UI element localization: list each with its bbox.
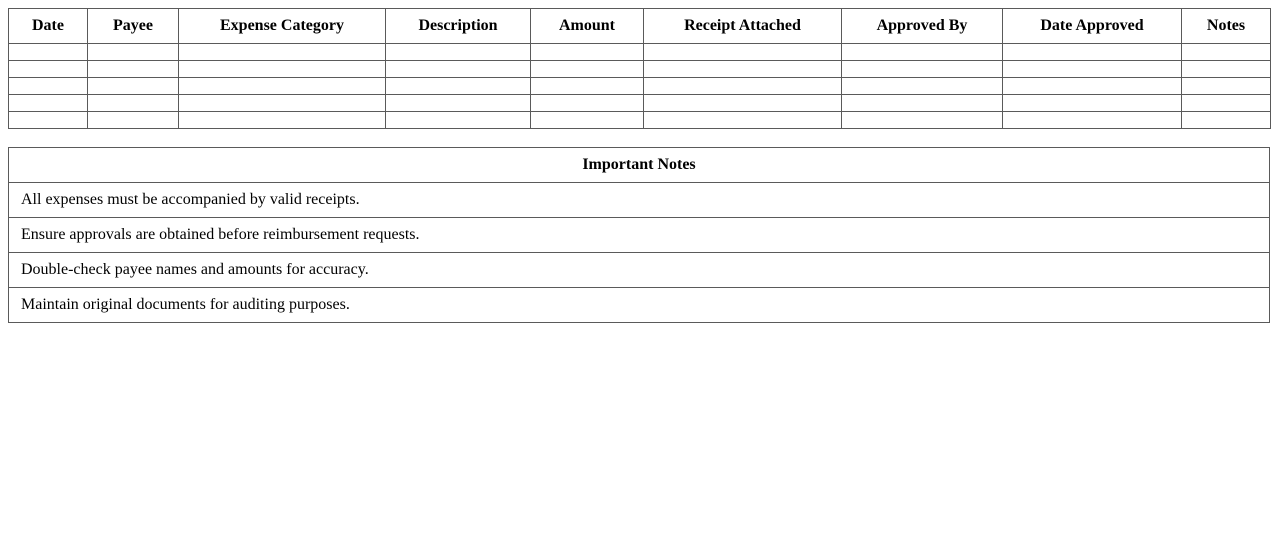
- table-row: [9, 44, 1271, 61]
- table-cell: [9, 61, 88, 78]
- table-cell: [1003, 112, 1182, 129]
- important-notes-table: [8, 147, 1270, 323]
- table-cell: [9, 44, 88, 61]
- table-cell: [179, 44, 386, 61]
- table-cell: [531, 95, 644, 112]
- table-cell: [644, 61, 842, 78]
- table-cell: [842, 61, 1003, 78]
- table-cell: [386, 44, 531, 61]
- table-cell: [386, 78, 531, 95]
- table-row: [9, 112, 1271, 129]
- table-row: [9, 61, 1271, 78]
- list-item: [9, 218, 1270, 253]
- table-cell: [1182, 78, 1271, 95]
- notes-title: Important Notes: [9, 148, 1270, 183]
- table-cell: [1003, 61, 1182, 78]
- table-cell: [386, 95, 531, 112]
- column-header-amount: Amount: [531, 9, 644, 44]
- note-text: Double-check payee names and amounts for accuracy.: [9, 253, 1270, 288]
- table-cell: [1003, 95, 1182, 112]
- list-item: [9, 183, 1270, 218]
- column-header-date: Date: [9, 9, 88, 44]
- table-cell: [179, 61, 386, 78]
- expense-table: [8, 8, 1271, 129]
- table-cell: [179, 78, 386, 95]
- table-cell: [842, 112, 1003, 129]
- table-cell: [179, 95, 386, 112]
- column-header-expense-category: Expense Category: [179, 9, 386, 44]
- table-cell: [1182, 112, 1271, 129]
- note-text: Maintain original documents for auditing purposes.: [9, 288, 1270, 323]
- table-cell: [842, 44, 1003, 61]
- table-row: [9, 95, 1271, 112]
- table-cell: [9, 95, 88, 112]
- table-cell: [88, 95, 179, 112]
- column-header-receipt-attached: Receipt Attached: [644, 9, 842, 44]
- table-row: [9, 78, 1271, 95]
- table-cell: [842, 78, 1003, 95]
- table-cell: [1182, 61, 1271, 78]
- table-cell: [842, 95, 1003, 112]
- note-text: Ensure approvals are obtained before reimbursement requests.: [9, 218, 1270, 253]
- table-cell: [1003, 44, 1182, 61]
- table-cell: [88, 78, 179, 95]
- table-cell: [88, 112, 179, 129]
- note-text: All expenses must be accompanied by valid receipts.: [9, 183, 1270, 218]
- table-cell: [644, 95, 842, 112]
- table-cell: [386, 61, 531, 78]
- list-item: [9, 253, 1270, 288]
- table-cell: [644, 78, 842, 95]
- table-cell: [88, 44, 179, 61]
- notes-header-row: [9, 148, 1270, 183]
- table-cell: [9, 112, 88, 129]
- header-row: [9, 9, 1271, 44]
- table-cell: [386, 112, 531, 129]
- column-header-notes: Notes: [1182, 9, 1271, 44]
- table-cell: [1182, 95, 1271, 112]
- table-cell: [531, 61, 644, 78]
- table-cell: [9, 78, 88, 95]
- table-cell: [1182, 44, 1271, 61]
- table-cell: [531, 112, 644, 129]
- table-cell: [644, 112, 842, 129]
- table-cell: [88, 61, 179, 78]
- table-cell: [644, 44, 842, 61]
- table-cell: [531, 44, 644, 61]
- column-header-date-approved: Date Approved: [1003, 9, 1182, 44]
- table-cell: [1003, 78, 1182, 95]
- table-cell: [179, 112, 386, 129]
- column-header-approved-by: Approved By: [842, 9, 1003, 44]
- list-item: [9, 288, 1270, 323]
- column-header-payee: Payee: [88, 9, 179, 44]
- column-header-description: Description: [386, 9, 531, 44]
- table-cell: [531, 78, 644, 95]
